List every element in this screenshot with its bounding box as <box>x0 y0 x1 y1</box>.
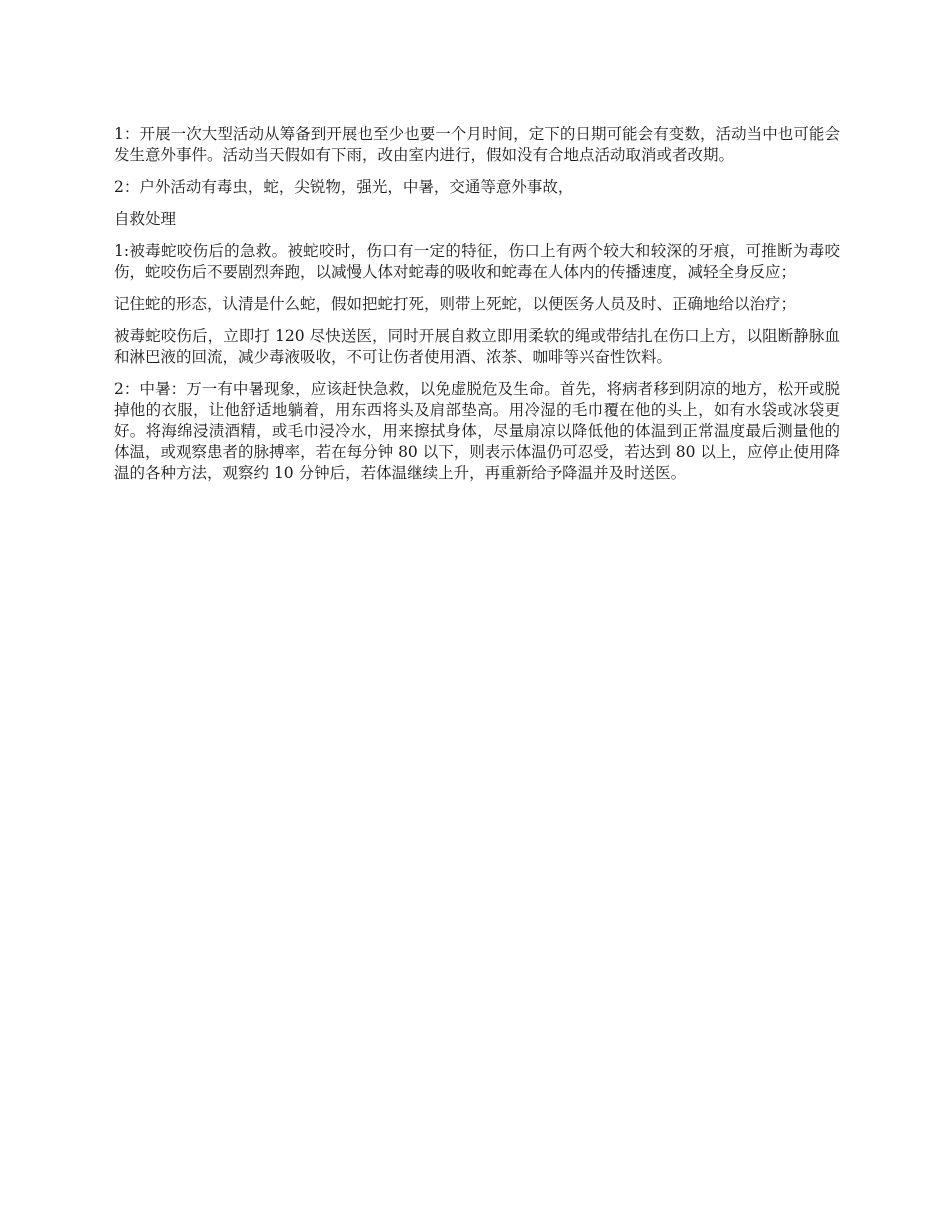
document-body <box>114 124 840 495</box>
paragraph-snake-treatment: 被毒蛇咬伤后，立即打 120 尽快送医，同时开展自救立即用柔软的绳或带结扎在伤口上方，以阻断静脉血和淋巴液的回流，减少毒液吸收，不可让伤者使用酒、浓茶、咖啡等兴奋性饮料。 <box>114 327 840 366</box>
paragraph-outdoor-risks: 2：户外活动有毒虫，蛇，尖锐物，强光，中暑，交通等意外事故， <box>114 178 574 196</box>
paragraph-snake-identify: 记住蛇的形态，认清是什么蛇，假如把蛇打死，则带上死蛇，以便医务人员及时、正确地给以治疗； <box>114 295 797 313</box>
section-heading-self-rescue: 自救处理 <box>114 210 177 228</box>
paragraph-event-planning: 1：开展一次大型活动从筹备到开展也至少也要一个月时间，定下的日期可能会有变数，活动当中也可能会发生意外事件。活动当天假如有下雨，改由室内进行，假如没有合地点活动取消或者改期。 <box>114 125 840 164</box>
paragraph-snake-bite: 1:被毒蛇咬伤后的急救。被蛇咬时，伤口有一定的特征，伤口上有两个较大和较深的牙痕，可推断为毒咬伤，蛇咬伤后不要剧烈奔跑，以减慢人体对蛇毒的吸收和蛇毒在人体内的传播速度，减轻全身反应； <box>114 242 840 281</box>
paragraph-heatstroke: 2：中暑：万一有中暑现象，应该赶快急救，以免虚脱危及生命。首先，将病者移到阴凉的地方，松开或脱掉他的衣服，让他舒适地躺着，用东西将头及肩部垫高。用冷湿的毛巾覆在他的头上，如有水袋或冰袋更好。将海绵浸渍酒精，或毛巾浸冷水，用来擦拭身体，尽量扇凉以降低他的体温到正常温度最后测量他的体温，或观察患者的脉搏率，若在每分钟 80 以下，则表示体温仍可忍受，若达到 80 以上，应停止使用降温的各种方法，观察约 10 分钟后，若体温继续上升，再重新给予降温并及时送医。 <box>114 380 840 482</box>
